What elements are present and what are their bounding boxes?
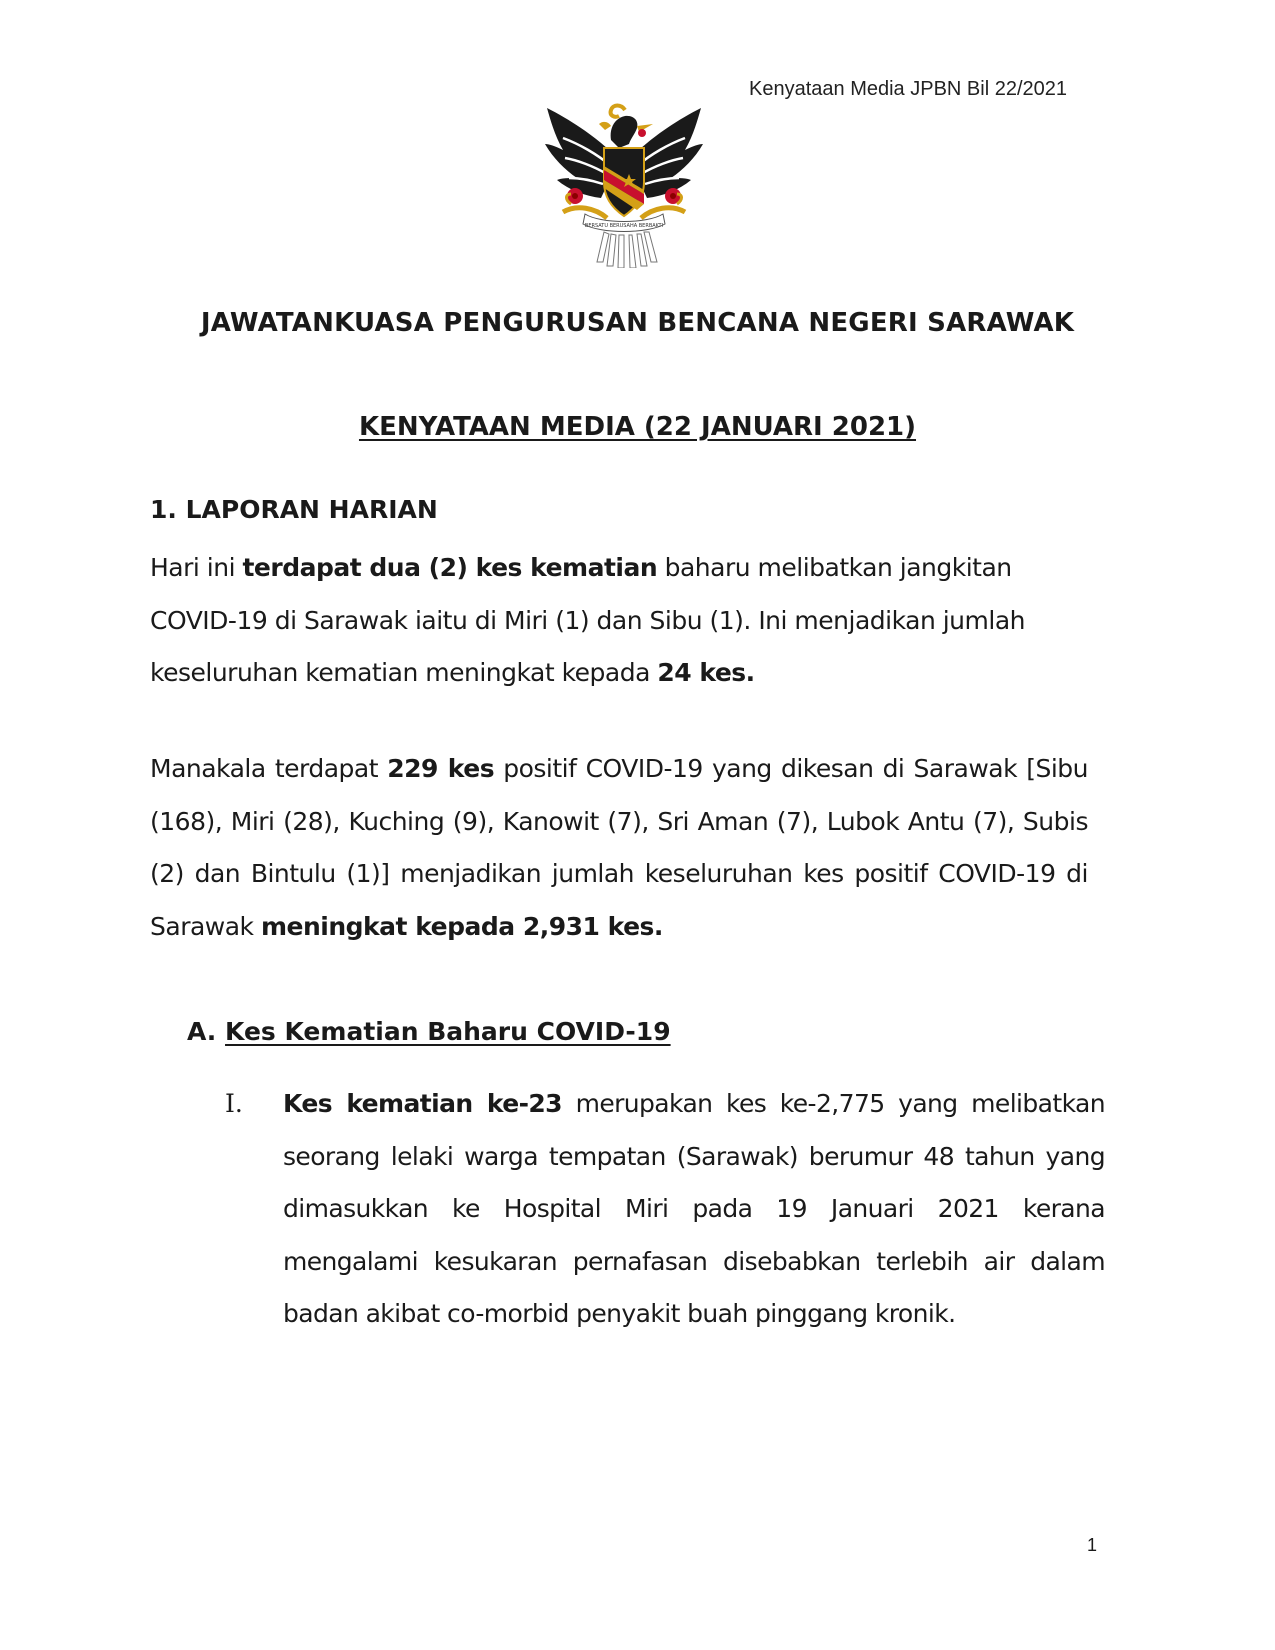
- paragraph-bold-text: 24 kes.: [657, 658, 755, 687]
- section-heading-daily-report: 1. LAPORAN HARIAN: [150, 495, 438, 524]
- paragraph-bold-text: 229 kes: [387, 754, 495, 783]
- subsection-letter: A.: [187, 1017, 217, 1046]
- paragraph-text: baharu melibatkan jangkitan COVID-19 di Sarawak iaitu di Miri (1) dan Sibu (1). Ini menjadikan jumlah keseluruhan kematian meningkat kepada: [150, 553, 1025, 687]
- paragraph-text: Manakala terdapat: [150, 754, 388, 783]
- paragraph-deaths-summary: [150, 542, 1088, 700]
- statement-title-text: KENYATAAN MEDIA (22 JANUARI 2021): [358, 412, 917, 442]
- list-item-bold-text: Kes kematian ke-23: [283, 1089, 562, 1118]
- statement-title: [0, 412, 1275, 442]
- list-item-text: [283, 1078, 1105, 1341]
- subsection-heading-new-deaths: [187, 1017, 671, 1046]
- document-reference: Kenyataan Media JPBN Bil 22/2021: [749, 78, 1067, 100]
- list-item-body-text: merupakan kes ke-2,775 yang melibatkan seorang lelaki warga tempatan (Sarawak) berumur 48 tahun yang dimasukkan ke Hospital Miri pada 19 Januari 2021 kerana mengalami kesukaran pernafasan disebabkan terlebih air dalam badan akibat co-morbid penyakit buah pinggang kronik.: [283, 1089, 1105, 1328]
- paragraph-text: positif COVID-19 yang dikesan di Sarawak [Sibu (168), Miri (28), Kuching (9), Kanowit (7), Sri Aman (7), Lubok Antu (7), Subis (2) dan Bintulu (1)] menjadikan jumlah keseluruhan kes positif COVID-19 di Sarawak: [150, 754, 1088, 941]
- paragraph-bold-text: terdapat dua (2) kes kematian: [242, 553, 658, 582]
- paragraph-positive-cases: [150, 743, 1088, 953]
- organization-title: JAWATANKUASA PENGURUSAN BENCANA NEGERI SARAWAK: [200, 308, 1075, 338]
- sarawak-crest-logo: [541, 100, 707, 268]
- list-item-numeral: I.: [225, 1089, 243, 1118]
- paragraph-bold-text: meningkat kepada 2,931 kes.: [260, 911, 663, 941]
- paragraph-text: Hari ini: [150, 553, 243, 582]
- page-number: 1: [1086, 1535, 1097, 1555]
- svg-text:BERSATU BERUSAHA BERBAKTI: BERSATU BERUSAHA BERBAKTI: [584, 223, 664, 229]
- subsection-title: Kes Kematian Baharu COVID-19: [225, 1017, 671, 1046]
